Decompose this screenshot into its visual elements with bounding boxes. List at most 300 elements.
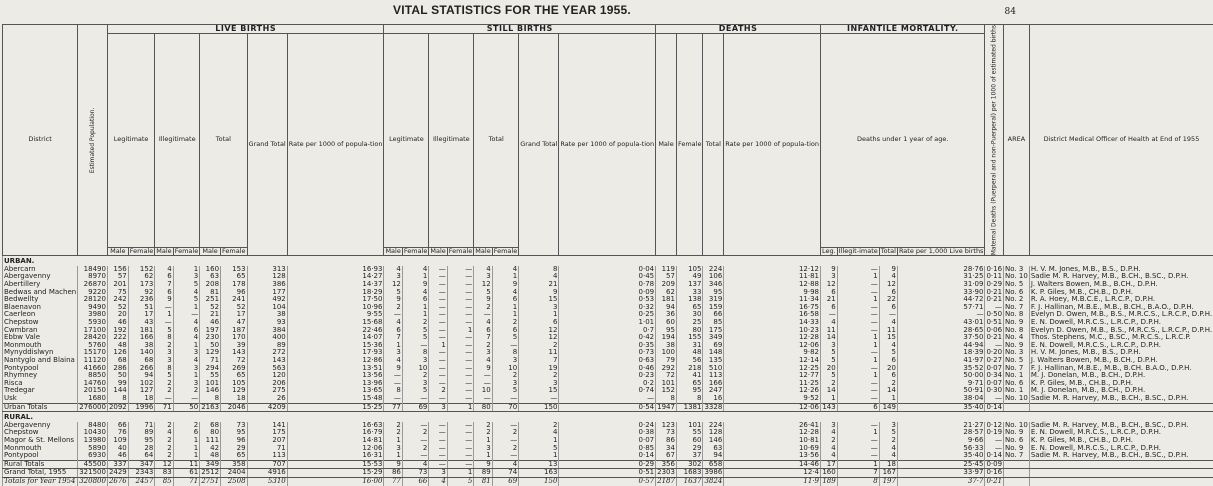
stat-value: — xyxy=(402,342,429,350)
population-value: 9490 xyxy=(78,304,108,312)
area-value: No. 1 xyxy=(1004,387,1030,395)
page-title: VITAL STATISTICS FOR THE YEAR 1955. xyxy=(0,3,1024,17)
stat-value: 1 xyxy=(173,342,200,350)
stat-value: 0·23 xyxy=(559,372,656,380)
stat-value: 160 xyxy=(200,266,221,274)
stat-value: 50 xyxy=(173,403,200,412)
stat-value: 302 xyxy=(676,460,703,469)
medical-officer-header: District Medical Officer of Health at End of 1955 xyxy=(1029,25,1213,256)
lb-grand-total-header: Grand Total xyxy=(247,33,287,256)
stat-value: — xyxy=(447,452,474,460)
stat-value: — xyxy=(447,281,474,289)
stat-value: 6 xyxy=(519,319,559,327)
stat-value: — xyxy=(447,387,474,395)
district-header: District xyxy=(3,25,78,256)
stat-value: 138 xyxy=(676,296,703,304)
stat-value: 4 xyxy=(474,357,492,365)
stat-value: 51 xyxy=(128,304,155,312)
stat-value: 14 xyxy=(821,334,838,342)
stat-value: 31·09 xyxy=(897,281,985,289)
stat-value: 1 xyxy=(173,452,200,460)
stat-value: 148 xyxy=(703,349,724,357)
medical-officer-name: E. N. Dowell, M.R.C.S., L.R.C.P., D.P.H. xyxy=(1029,342,1213,350)
stat-value: — xyxy=(837,311,879,319)
stat-value: 9 xyxy=(384,296,402,304)
stat-value: 9·71 xyxy=(897,380,985,388)
stat-value: 3 xyxy=(821,422,838,430)
stat-value: 2 xyxy=(155,445,173,453)
stat-value: 3 xyxy=(155,357,173,365)
stat-value: 144 xyxy=(107,387,128,395)
stat-value: 85 xyxy=(155,477,173,485)
live-births-header: LIVE BIRTHS xyxy=(107,25,384,34)
stat-value: 349 xyxy=(703,334,724,342)
stat-value: — xyxy=(447,422,474,430)
stat-value: 65 xyxy=(221,452,248,460)
stat-value: 11 xyxy=(821,327,838,335)
area-value: No. 10 xyxy=(1004,395,1030,403)
area-header: AREA xyxy=(1004,25,1030,256)
stat-value: 95 xyxy=(703,289,724,297)
stat-value: 33 xyxy=(676,289,703,297)
stat-value: 6 xyxy=(879,372,897,380)
stat-value: 349 xyxy=(200,460,221,469)
stat-value: 71 xyxy=(173,477,200,485)
stat-value: 2 xyxy=(384,304,402,312)
district-name: Tredegar xyxy=(3,387,78,395)
stat-value: 9·52 xyxy=(724,395,821,403)
stat-value: 46 xyxy=(200,319,221,327)
stat-value: 12 xyxy=(155,460,173,469)
stat-value: — xyxy=(402,452,429,460)
stat-value: — xyxy=(519,395,559,403)
stat-value: 92 xyxy=(128,289,155,297)
stat-value: 9·82 xyxy=(724,349,821,357)
medical-officer-name: K. P. Giles, M.B., CH.B., D.P.H. xyxy=(1029,437,1213,445)
stat-value: — xyxy=(492,395,519,403)
stat-value: 292 xyxy=(656,365,677,373)
population-value: 15170 xyxy=(78,349,108,357)
stat-value: 492 xyxy=(247,296,287,304)
medical-officer-name: Sadie M. R. Harvey, M.B., B.CH., B.SC., D.P.H. xyxy=(1029,273,1213,281)
stat-value: 8 xyxy=(837,477,879,485)
stat-value: 3 xyxy=(519,304,559,312)
col-male: Male xyxy=(155,247,173,256)
stat-value: 1 xyxy=(821,395,838,403)
stat-value: — xyxy=(837,365,879,373)
stat-value: 286 xyxy=(107,365,128,373)
stat-value: 0·21 xyxy=(985,334,1004,342)
area-value: No. 8 xyxy=(1004,327,1030,335)
stat-value: 2 xyxy=(474,429,492,437)
lb-legitimate-header: Legitimate xyxy=(107,33,154,247)
stat-value: 77 xyxy=(384,477,402,485)
stat-value: 0·21 xyxy=(985,289,1004,297)
stat-value: 12·28 xyxy=(724,334,821,342)
stat-value: 72 xyxy=(656,372,677,380)
stat-value: 346 xyxy=(703,281,724,289)
infant-deaths-header: Deaths under 1 year of age. xyxy=(821,33,985,247)
stat-value: 16·79 xyxy=(287,429,384,437)
stat-value: 156 xyxy=(107,266,128,274)
stat-value: 177 xyxy=(247,289,287,297)
medical-officer-name: J. Walters Bowen, M.B., B.CH., D.P.H. xyxy=(1029,281,1213,289)
table-body xyxy=(3,256,1213,486)
stat-value: 99 xyxy=(107,380,128,388)
area-value: No. 8 xyxy=(1004,311,1030,319)
sb-illegitimate-header: Illegitimate xyxy=(429,33,474,247)
stat-value: 12·26 xyxy=(724,387,821,395)
population-value: 26870 xyxy=(78,281,108,289)
stat-value: 14·46 xyxy=(724,460,821,469)
stat-value: 15·29 xyxy=(287,469,384,478)
stat-value: 13·56 xyxy=(287,372,384,380)
col-male: Male xyxy=(200,247,221,256)
stat-value: 0·25 xyxy=(559,311,656,319)
stat-value: 20 xyxy=(879,365,897,373)
stat-value: 15·53 xyxy=(287,460,384,469)
stat-value: 2 xyxy=(402,319,429,327)
population-value: 41660 xyxy=(78,365,108,373)
stat-value: 0·04 xyxy=(559,266,656,274)
previous-year-row xyxy=(3,477,1213,485)
stat-value: 0·06 xyxy=(985,327,1004,335)
stat-value: 6 xyxy=(173,429,200,437)
stat-value: — xyxy=(429,437,447,445)
stat-value: 5 xyxy=(402,387,429,395)
stat-value: — xyxy=(447,273,474,281)
table-row xyxy=(3,452,1213,460)
stat-value: — xyxy=(474,372,492,380)
stat-value: — xyxy=(402,422,429,430)
stat-value: 6 xyxy=(492,327,519,335)
stat-value: 5 xyxy=(519,445,559,453)
stat-value: 126 xyxy=(107,349,128,357)
stat-value: 3 xyxy=(474,349,492,357)
medical-officer-name: F. J. Hallinan, M.B.E., M.B., B.CH. B.A.O., D.P.H. xyxy=(1029,365,1213,373)
stat-value: 2 xyxy=(384,422,402,430)
stat-value: 9·55 xyxy=(287,311,384,319)
stat-value: — xyxy=(173,395,200,403)
stat-value: 9·98 xyxy=(724,289,821,297)
stat-value: 73 xyxy=(656,429,677,437)
stat-value: 8 xyxy=(656,395,677,403)
stat-value: 0·63 xyxy=(559,357,656,365)
stat-value: 10·23 xyxy=(724,327,821,335)
stat-value: 11 xyxy=(879,327,897,335)
stat-value: 6 xyxy=(155,273,173,281)
stat-value: 2 xyxy=(519,422,559,430)
stat-value: 94 xyxy=(656,304,677,312)
stat-value: 247 xyxy=(703,387,724,395)
stat-value: 57 xyxy=(107,273,128,281)
population-value: 9220 xyxy=(78,289,108,297)
stat-value: 74 xyxy=(492,469,519,478)
stat-value: 106 xyxy=(703,273,724,281)
district-name: Abertillery xyxy=(3,281,78,289)
stat-value: 0·85 xyxy=(559,445,656,453)
stat-value: 1 xyxy=(837,429,879,437)
district-name: Mynyddislwyn xyxy=(3,349,78,357)
district-name: Usk xyxy=(3,395,78,403)
stat-value: 207 xyxy=(247,437,287,445)
stat-value: 236 xyxy=(128,296,155,304)
stat-value: 0·21 xyxy=(985,477,1004,485)
stat-value: 269 xyxy=(221,365,248,373)
district-name: Abergavenny xyxy=(3,273,78,281)
stat-value: 4 xyxy=(879,319,897,327)
stat-value: 69 xyxy=(703,342,724,350)
deaths-female-header: Female xyxy=(676,33,703,256)
stat-value: 0·29 xyxy=(559,460,656,469)
stat-value: 120 xyxy=(247,372,287,380)
medical-officer-name: Sadie M. R. Harvey, M.B., B.CH., B.SC., D.P.H. xyxy=(1029,422,1213,430)
stat-value: 28 xyxy=(128,445,155,453)
stat-value: — xyxy=(879,311,897,319)
area-value: No. 5 xyxy=(1004,357,1030,365)
stat-value: 1·01 xyxy=(559,319,656,327)
stat-value: 13·96 xyxy=(287,380,384,388)
stat-value: — xyxy=(559,395,656,403)
stat-value: — xyxy=(447,296,474,304)
stat-value: 8 xyxy=(384,387,402,395)
stat-value: 2 xyxy=(492,445,519,453)
stat-value: 13·65 xyxy=(287,387,384,395)
stat-value: 35·40 xyxy=(897,452,985,460)
medical-officer-name: K. P. Giles, M.B., CH.B., D.P.H. xyxy=(1029,289,1213,297)
stat-value: 95 xyxy=(656,327,677,335)
lb-illegitimate-header: Illegitimate xyxy=(155,33,200,247)
stat-value: 12·06 xyxy=(724,342,821,350)
area-value xyxy=(1004,477,1030,485)
stat-value: 15·25 xyxy=(287,403,384,412)
stat-value: — xyxy=(985,445,1004,453)
stat-value: 2 xyxy=(155,452,173,460)
stat-value: 0·74 xyxy=(559,387,656,395)
stat-value: 49 xyxy=(676,273,703,281)
stat-value: 3 xyxy=(429,469,447,478)
stat-value: 102 xyxy=(128,380,155,388)
area-value: No. 6 xyxy=(1004,289,1030,297)
stat-value: 66 xyxy=(402,477,429,485)
stat-value: 6 xyxy=(821,289,838,297)
stat-value: 0·38 xyxy=(559,429,656,437)
stat-value: 12 xyxy=(879,281,897,289)
stat-value: 100 xyxy=(656,349,677,357)
population-value: 5930 xyxy=(78,319,108,327)
stat-value: 70 xyxy=(492,403,519,412)
stat-value: 15 xyxy=(519,387,559,395)
stat-value: 5 xyxy=(492,334,519,342)
stat-value: 81 xyxy=(200,289,221,297)
district-name: Chepstow xyxy=(3,429,78,437)
population-value: 5890 xyxy=(78,445,108,453)
stat-value: 222 xyxy=(107,334,128,342)
stat-value: 0·16 xyxy=(985,469,1004,478)
stat-value: 0·14 xyxy=(985,403,1004,412)
stat-value: 69 xyxy=(492,477,519,485)
stat-value: 33·97 xyxy=(897,469,985,478)
stat-value: 18·29 xyxy=(287,289,384,297)
stat-value: 0·16 xyxy=(985,266,1004,274)
stat-value: 34 xyxy=(656,445,677,453)
stat-value: 12·4 xyxy=(724,469,821,478)
stat-value: 14·81 xyxy=(287,437,384,445)
stat-value: 2 xyxy=(492,319,519,327)
deaths-rate-header: Rate per 1000 of popula-tion xyxy=(724,33,821,256)
stat-value: 3 xyxy=(402,357,429,365)
stat-value: 113 xyxy=(247,452,287,460)
stat-value: 2 xyxy=(429,387,447,395)
stat-value: 2 xyxy=(384,429,402,437)
stat-value: 0·07 xyxy=(559,437,656,445)
stat-value: 140 xyxy=(128,349,155,357)
stat-value: 46 xyxy=(107,452,128,460)
stat-value: 17·50 xyxy=(287,296,384,304)
district-name: Pontypool xyxy=(3,365,78,373)
stat-value: 1 xyxy=(837,273,879,281)
stat-value: 36 xyxy=(656,311,677,319)
stat-value: 1 xyxy=(837,357,879,365)
stat-value: — xyxy=(821,311,838,319)
stat-value: 13·51 xyxy=(287,365,384,373)
stat-value: 71 xyxy=(247,445,287,453)
stat-value: 166 xyxy=(128,334,155,342)
stat-value: — xyxy=(447,372,474,380)
stat-value: 6 xyxy=(879,357,897,365)
medical-officer-name xyxy=(1029,403,1213,412)
stat-value: 337 xyxy=(107,460,128,469)
stat-value: 33·90 xyxy=(897,289,985,297)
stat-value: 60 xyxy=(676,437,703,445)
stat-value: — xyxy=(429,296,447,304)
stat-value: 64 xyxy=(128,452,155,460)
stat-value: 19 xyxy=(519,365,559,373)
stat-value: 3 xyxy=(429,403,447,412)
stat-value: 563 xyxy=(247,365,287,373)
stat-value: 5 xyxy=(879,429,897,437)
stat-value: 3 xyxy=(173,365,200,373)
stat-value: 224 xyxy=(703,422,724,430)
stat-value: 65 xyxy=(676,304,703,312)
stat-value: — xyxy=(837,437,879,445)
stat-value: 4 xyxy=(879,342,897,350)
stat-value: 2 xyxy=(402,445,429,453)
stat-value: 1 xyxy=(429,342,447,350)
stat-value: — xyxy=(429,273,447,281)
stat-value: 13 xyxy=(519,460,559,469)
stat-value: — xyxy=(474,395,492,403)
page-number: 84 xyxy=(1005,7,1016,17)
medical-officer-name: Sadie M. R. Harvey, M.B., B.CH., B.SC., D.P.H. xyxy=(1029,452,1213,460)
stat-value: 170 xyxy=(221,334,248,342)
district-name: Blaenavon xyxy=(3,304,78,312)
stat-value: 2512 xyxy=(200,469,221,478)
stat-value: 1 xyxy=(879,395,897,403)
stat-value: 18·39 xyxy=(897,349,985,357)
stat-value: 2 xyxy=(155,437,173,445)
area-value: No. 5 xyxy=(1004,281,1030,289)
stat-value: 9 xyxy=(474,460,492,469)
stat-value: — xyxy=(837,445,879,453)
stat-value: 41·97 xyxy=(897,357,985,365)
medical-officer-name: H. V. M. Jones, M.B., B.S., D.P.H. xyxy=(1029,266,1213,274)
area-value: No. 9 xyxy=(1004,342,1030,350)
stat-value: 1 xyxy=(402,304,429,312)
stat-value: 38 xyxy=(247,311,287,319)
stat-value: — xyxy=(155,395,173,403)
stat-value: — xyxy=(429,422,447,430)
stat-value: 0·42 xyxy=(559,334,656,342)
stat-value: 2163 xyxy=(200,403,221,412)
stat-value: 2 xyxy=(402,372,429,380)
stat-value: 1 xyxy=(384,452,402,460)
stat-value: 37·7 xyxy=(897,477,985,485)
stat-value: 104 xyxy=(247,304,287,312)
stat-value: 63 xyxy=(200,273,221,281)
stat-value: 10·96 xyxy=(287,304,384,312)
stat-value: — xyxy=(447,445,474,453)
stat-value: 41 xyxy=(676,372,703,380)
area-value: No. 3 xyxy=(1004,266,1030,274)
stat-value: 9 xyxy=(474,296,492,304)
stat-value: 175 xyxy=(247,429,287,437)
stat-value: 68 xyxy=(200,422,221,430)
stat-value: 86 xyxy=(384,469,402,478)
stat-value: 1 xyxy=(492,273,519,281)
stat-value: 113 xyxy=(703,372,724,380)
section-title: RURAL. xyxy=(3,412,1213,422)
stat-value: 10·69 xyxy=(724,445,821,453)
stat-value: 0·14 xyxy=(559,452,656,460)
stat-value: — xyxy=(897,311,985,319)
stat-value: 2 xyxy=(155,380,173,388)
stat-value: 1 xyxy=(173,437,200,445)
stat-value: 128 xyxy=(703,429,724,437)
stat-value: 0·46 xyxy=(559,365,656,373)
stat-value: 5 xyxy=(447,477,474,485)
medical-officer-name xyxy=(1029,477,1213,485)
col-legitimate: Leg. xyxy=(821,247,838,256)
stat-value: 0·29 xyxy=(985,281,1004,289)
stat-value: 242 xyxy=(107,296,128,304)
stat-value: 62 xyxy=(656,289,677,297)
stat-value: 1 xyxy=(519,311,559,319)
area-value: No. 10 xyxy=(1004,273,1030,281)
stat-value: 11·9 xyxy=(724,477,821,485)
subtotal-row xyxy=(3,460,1213,469)
stat-value: 181 xyxy=(656,296,677,304)
stat-value: 44·94 xyxy=(897,342,985,350)
stat-value: — xyxy=(492,422,519,430)
stat-value: 2 xyxy=(155,387,173,395)
stat-value: 0·09 xyxy=(985,460,1004,469)
stat-value: — xyxy=(492,437,519,445)
stat-value: 50·91 xyxy=(897,387,985,395)
stat-value: 12·14 xyxy=(724,357,821,365)
stat-value: 0·73 xyxy=(559,349,656,357)
deaths-header: DEATHS xyxy=(656,25,821,34)
stat-value: 2676 xyxy=(107,477,128,485)
population-value: 6930 xyxy=(78,452,108,460)
stat-value: 11·25 xyxy=(724,380,821,388)
stat-value: 2 xyxy=(155,422,173,430)
stat-value: 141 xyxy=(247,422,287,430)
col-male: Male xyxy=(384,247,402,256)
stat-value: 10 xyxy=(402,365,429,373)
stat-value: 9 xyxy=(384,365,402,373)
stat-value: 12·77 xyxy=(724,372,821,380)
